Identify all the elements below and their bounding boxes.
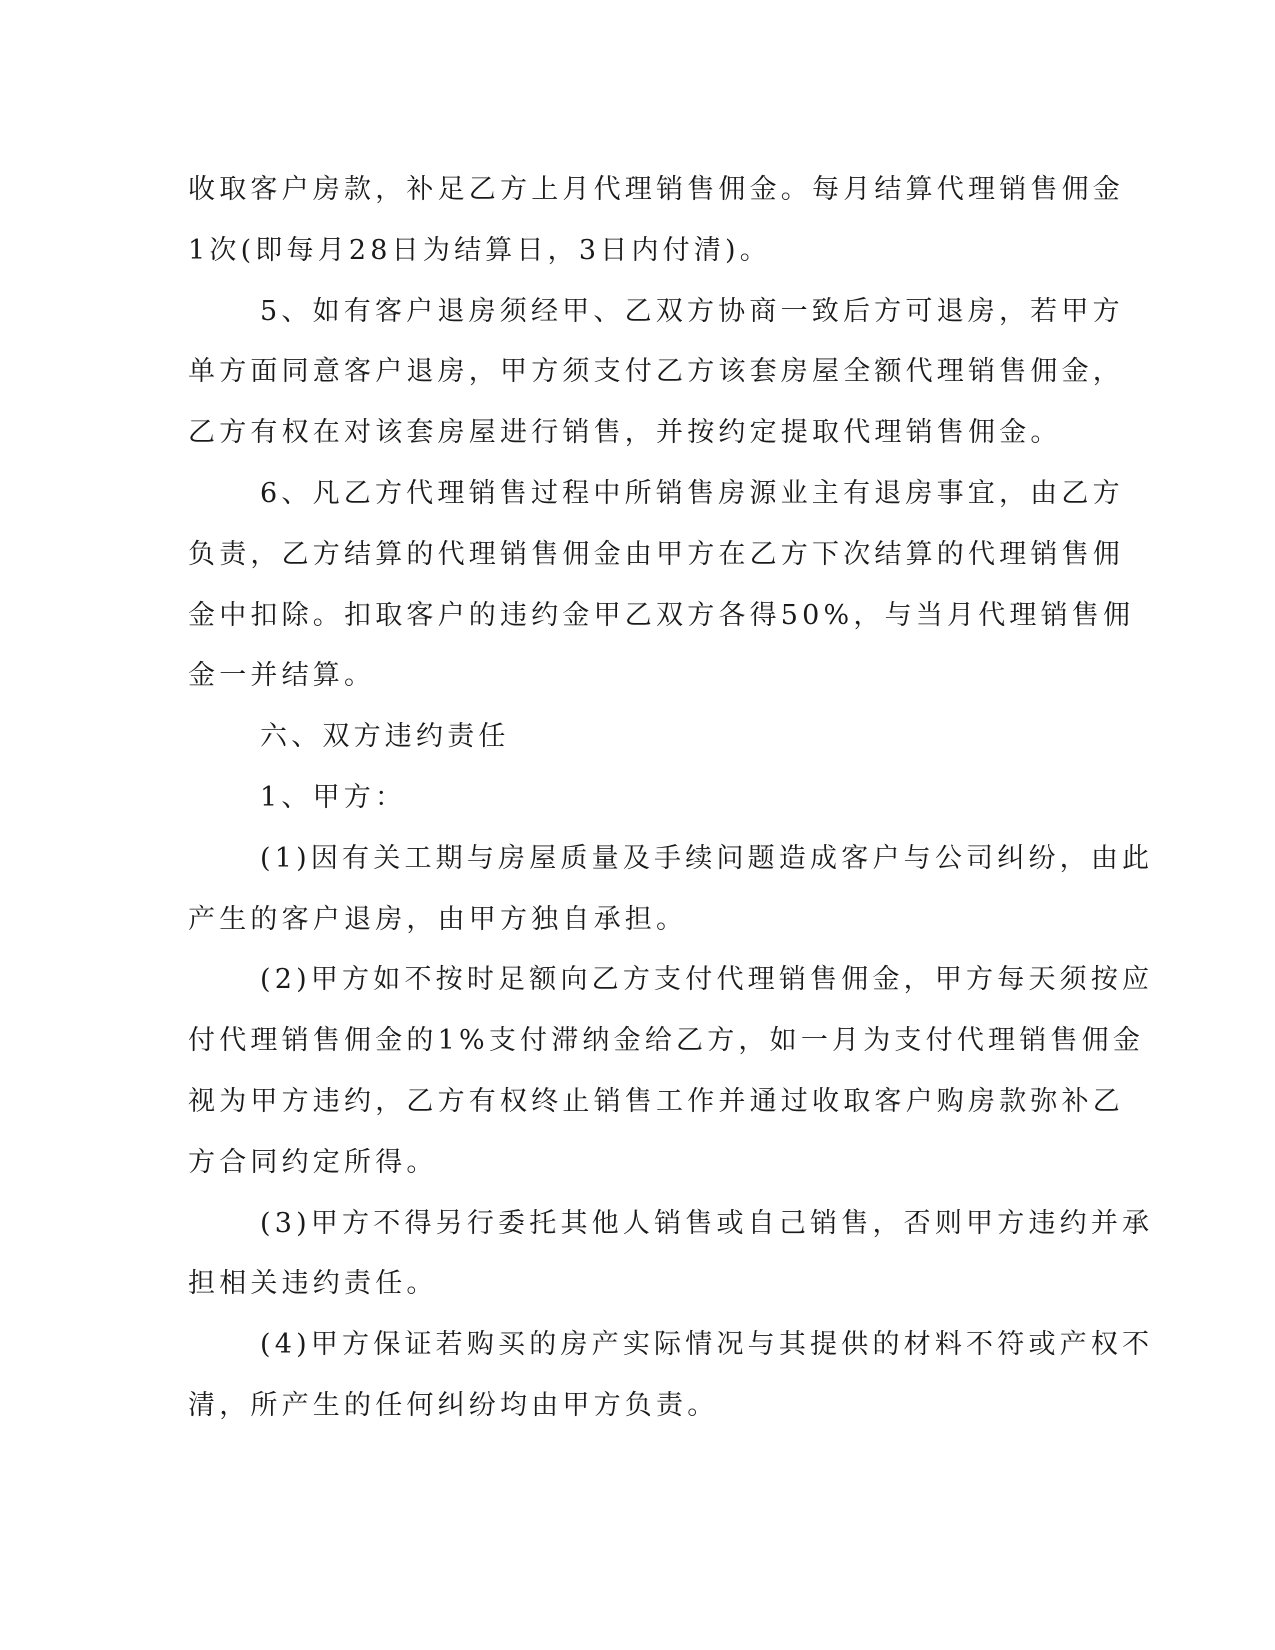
text-line: 产生的客户退房，由甲方独自承担。 — [188, 903, 688, 935]
text-line: 乙方有权在对该套房屋进行销售，并按约定提取代理销售佣金。 — [188, 417, 1062, 449]
text-line: 收取客户房款，补足乙方上月代理销售佣金。每月结算代理销售佣金 — [188, 174, 1124, 205]
paragraph-start-line: (4)甲方保证若购买的房产实际情况与其提供的材料不符或产权不 — [260, 1329, 1154, 1361]
text-line: 单方面同意客户退房，甲方须支付乙方该套房屋全额代理销售佣金， — [188, 356, 1124, 388]
paragraph-start-line: 5、如有客户退房须经甲、乙双方协商一致后方可退房，若甲方 — [260, 295, 1124, 327]
subsection-heading: 1、甲方： — [260, 781, 407, 813]
paragraph-start-line: (1)因有关工期与房屋质量及手续问题造成客户与公司纠纷，由此 — [260, 842, 1154, 874]
paragraph-start-line: 6、凡乙方代理销售过程中所销售房源业主有退房事宜，由乙方 — [260, 477, 1124, 509]
text-line: 视为甲方违约，乙方有权终止销售工作并通过收取客户购房款弥补乙 — [188, 1085, 1124, 1117]
section-heading: 六、双方违约责任 — [260, 721, 510, 753]
text-line: 付代理销售佣金的1%支付滞纳金给乙方，如一月为支付代理销售佣金 — [188, 1025, 1145, 1057]
text-line: 负责，乙方结算的代理销售佣金由甲方在乙方下次结算的代理销售佣 — [188, 538, 1124, 570]
paragraph-start-line: (2)甲方如不按时足额向乙方支付代理销售佣金，甲方每天须按应 — [260, 964, 1154, 996]
text-line: 担相关违约责任。 — [188, 1268, 438, 1300]
text-line: 1次(即每月28日为结算日，3日内付清)。 — [188, 234, 771, 266]
document-body — [188, 160, 1154, 1437]
text-line: 金一并结算。 — [188, 660, 376, 692]
text-line: 方合同约定所得。 — [188, 1146, 438, 1178]
text-line: 清，所产生的任何纠纷均由甲方负责。 — [188, 1389, 719, 1421]
paragraph-start-line: (3)甲方不得另行委托其他人销售或自己销售，否则甲方违约并承 — [260, 1207, 1154, 1239]
text-line: 金中扣除。扣取客户的违约金甲乙双方各得50%，与当月代理销售佣 — [188, 599, 1135, 631]
